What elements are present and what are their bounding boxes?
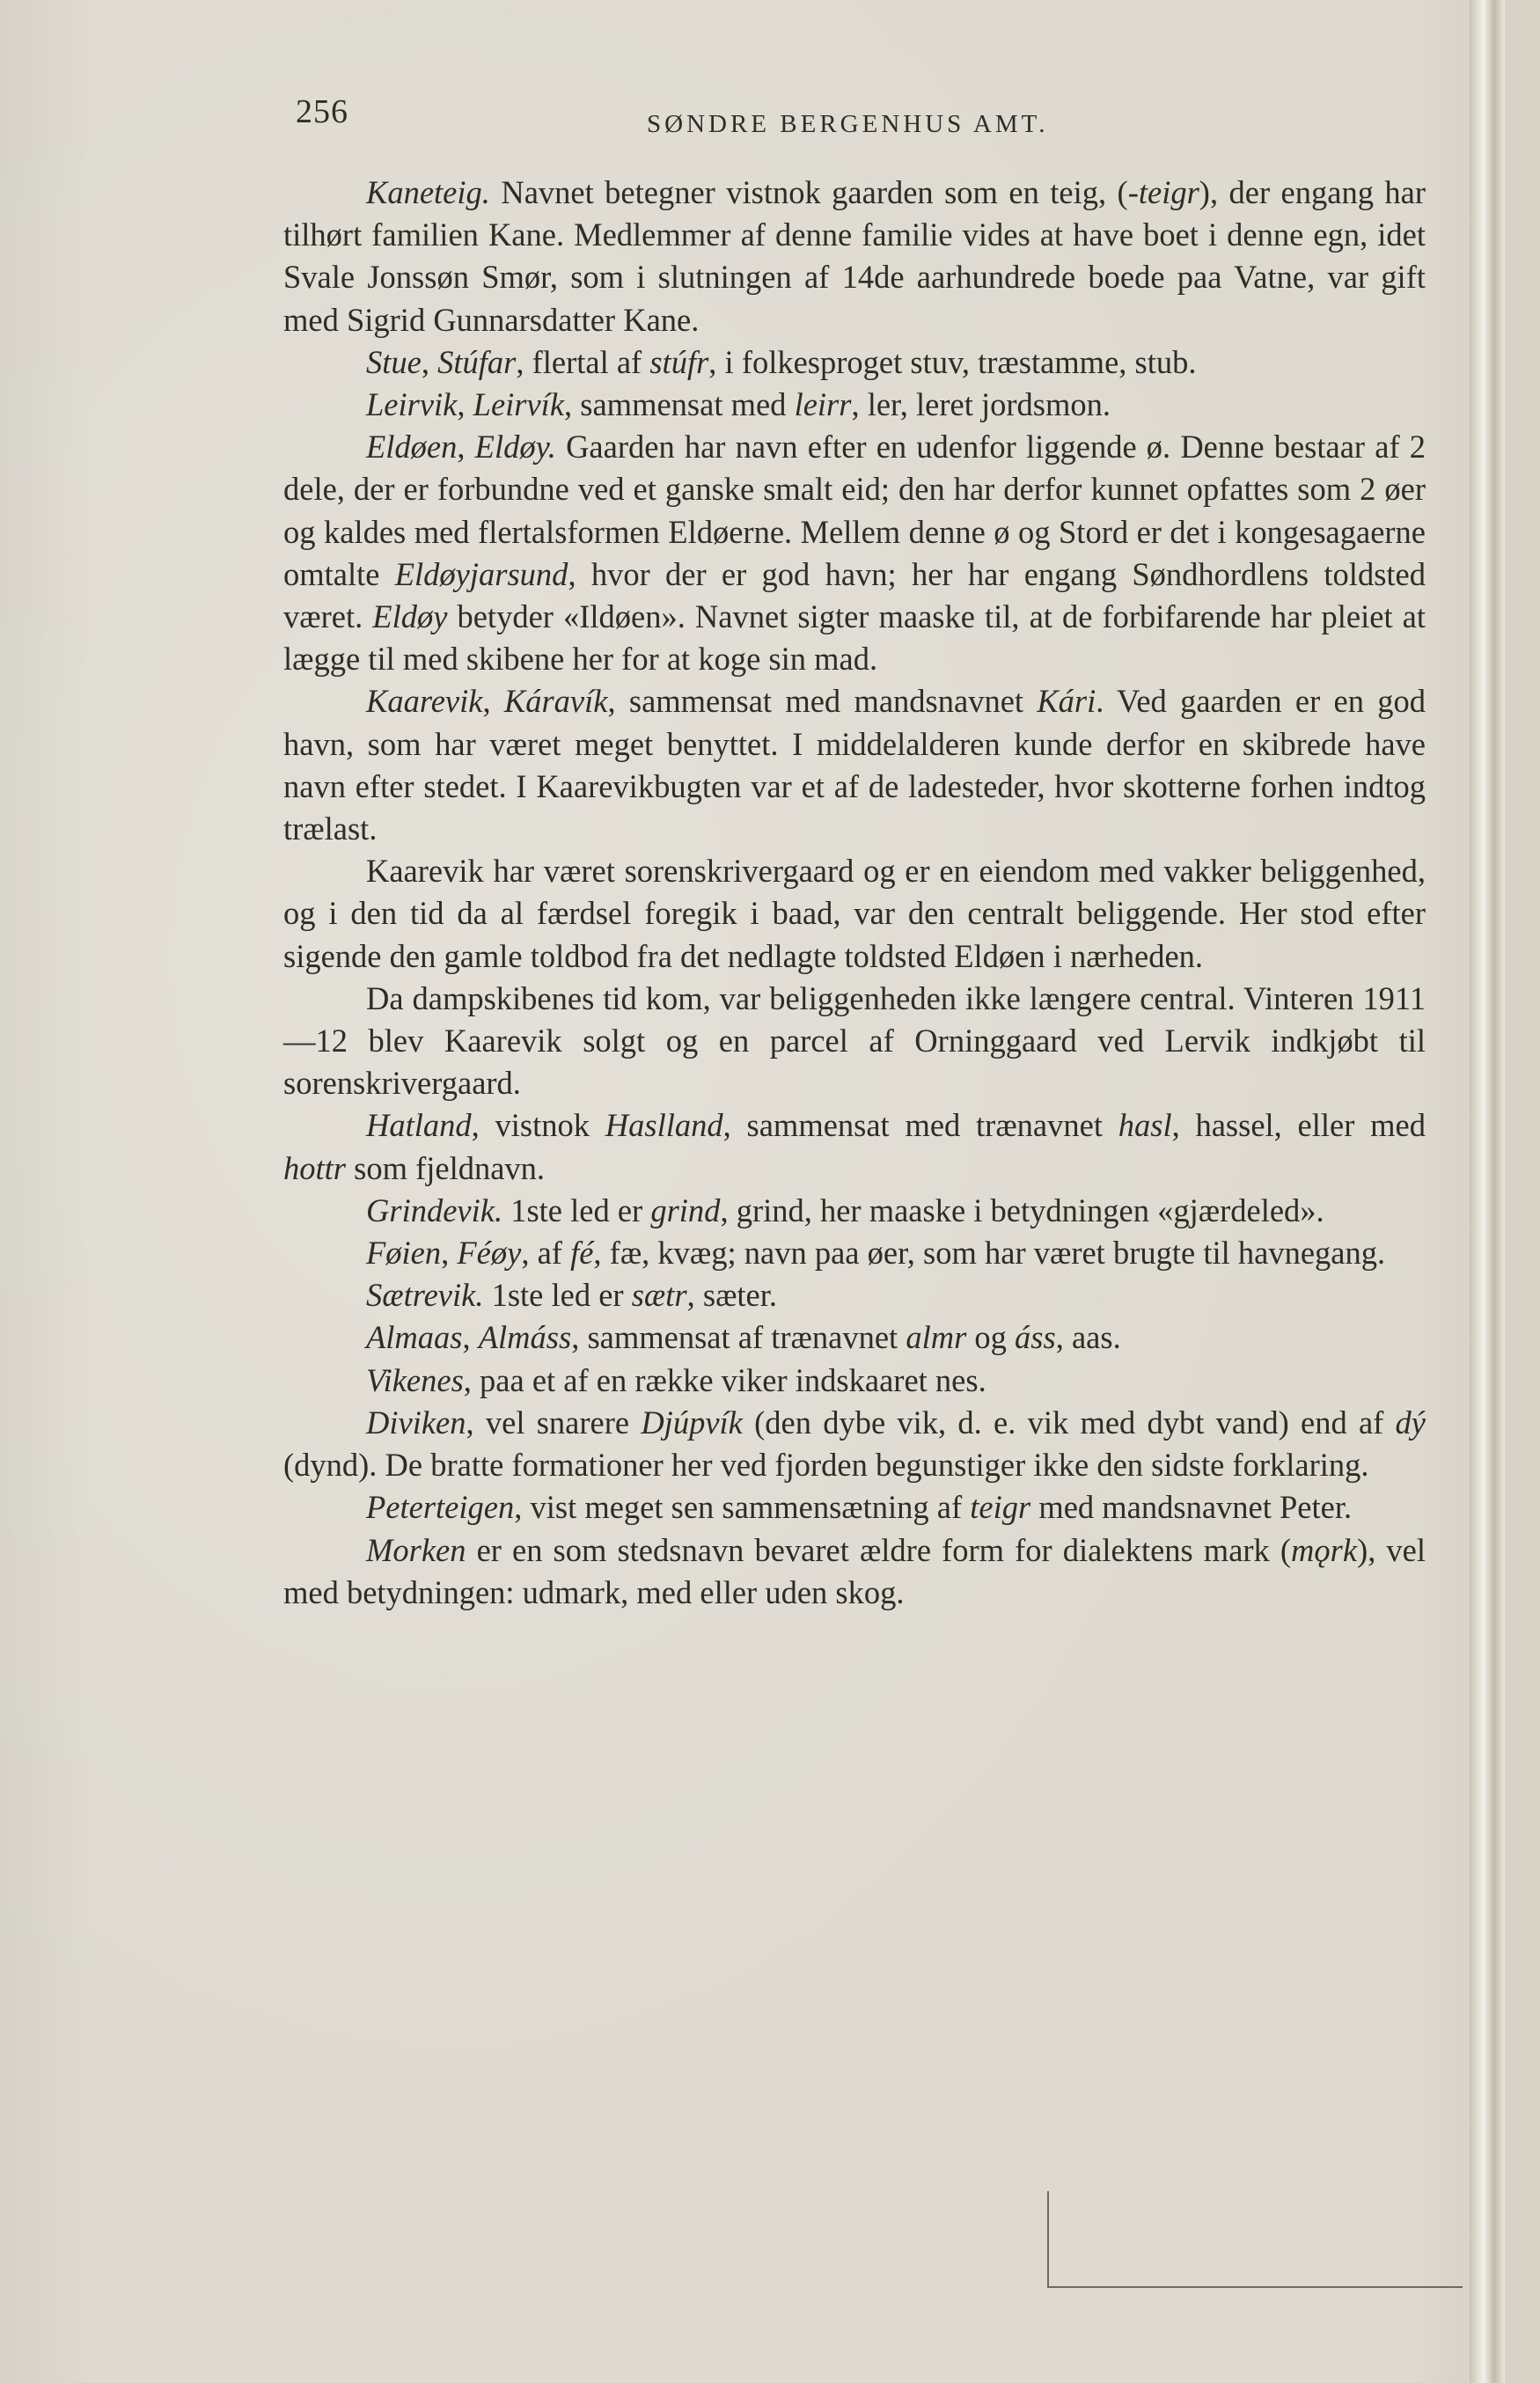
entry-name: Diviken bbox=[366, 1404, 466, 1441]
entry-name: Hatland bbox=[366, 1107, 472, 1144]
entry-name: Stue bbox=[366, 343, 422, 380]
paragraph-foien: Føien, Féøy, af fé, fæ, kvæg; navn paa øer, som har været brugte til havnegang. bbox=[366, 1235, 1386, 1272]
page-number: 256 bbox=[296, 93, 348, 130]
entry-name: Grindevik. bbox=[366, 1192, 503, 1228]
paragraph-almaas: Almaas, Almáss, sammensat af trænavnet almr og áss, aas. bbox=[366, 1319, 1121, 1356]
page-header bbox=[282, 92, 1452, 136]
running-title: SØNDRE BERGENHUS AMT. bbox=[647, 110, 1049, 138]
paragraph-grindevik: Grindevik. 1ste led er grind, grind, her maaske i betydningen «gjærdeled». bbox=[366, 1192, 1324, 1228]
entry-name: Kaarevik bbox=[366, 683, 483, 720]
paragraph-saetrevik: Sætrevik. 1ste led er sætr, sæter. bbox=[366, 1277, 778, 1314]
page-edge bbox=[1470, 0, 1505, 2383]
entry-name: Leirvik bbox=[366, 386, 458, 423]
corner-frame-mark bbox=[1047, 2191, 1463, 2288]
paragraph-diviken: Diviken, vel snarere Djúpvík (den dybe vik, d. e. vik med dybt vand) end af dý (dynd). De bratte formationer her ved fjorden begunstiger ikke den sidste forklaring. bbox=[283, 1404, 1426, 1484]
entry-name: Kaneteig. bbox=[366, 174, 490, 210]
paragraph-vikenes: Vikenes, paa et af en række viker indskaaret nes. bbox=[366, 1361, 986, 1398]
entry-name: Eldøen bbox=[366, 429, 458, 466]
paragraph-kaneteig: Kaneteig. Navnet betegner vistnok gaarden som en teig, (-teigr), der engang har tilhørt familien Kane. Medlemmer af denne familie vides at have boet i denne egn, idet Svale Jonssøn Smør, som i slutningen af 14de aarhundrede boede paa Vatne, var gift med Sigrid Gunnarsdatter Kane. bbox=[283, 174, 1426, 338]
paragraph-hatland: Hatland, vistnok Haslland, sammensat med trænavnet hasl, hassel, eller med hottr som fjeldnavn. bbox=[283, 1107, 1426, 1186]
paragraph-leirvik: Leirvik, Leirvík, sammensat med leirr, ler, leret jordsmon. bbox=[366, 386, 1111, 423]
entry-name: Vikenes bbox=[366, 1361, 464, 1398]
paragraph-kaarevik: Kaarevik, Káravík, sammensat med mandsnavnet Kári. Ved gaarden er en god havn, som har været meget benyttet. I middelalderen kunde derfor en skibrede have navn efter stedet. I Kaarevikbugten var et af de ladesteder, hvor skotterne forhen indtog trælast. bbox=[283, 683, 1426, 847]
paragraph-stue: Stue, Stúfar, flertal af stúfr, i folkesproget stuv, træstamme, stub. bbox=[366, 343, 1197, 380]
document-body bbox=[283, 172, 1426, 1614]
paragraph-peterteigen: Peterteigen, vist meget sen sammensætning af teigr med mandsnavnet Peter. bbox=[366, 1489, 1353, 1526]
paragraph-kaarevik-sorenskriver: Kaarevik har været sorenskrivergaard og er en eiendom med vakker beliggenhed, og i den tid da al færdsel foregik i baad, var den centralt beliggende. Her stod efter sigende den gamle toldbod fra det nedlagte toldsted Eldøen i nærheden. bbox=[283, 853, 1426, 974]
paragraph-morken: Morken er en som stedsnavn bevaret ældre form for dialektens mark (mǫrk), vel med betydningen: udmark, med eller uden skog. bbox=[283, 1531, 1426, 1610]
paragraph-eldoen: Eldøen, Eldøy. Gaarden har navn efter en udenfor liggende ø. Denne bestaar af 2 dele, der er forbundne ved et ganske smalt eid; den har derfor kunnet opfattes som 2 øer og kaldes med flertalsformen Eldøerne. Mellem denne ø og Stord er det i kongesagaerne omtalte Eldøyjarsund, hvor der er god havn; her har engang Søndhordlens toldsted været. Eldøy betyder «Ildøen». Navnet sigter maaske til, at de forbifarende har pleiet at lægge til med skibene her for at koge sin mad. bbox=[283, 429, 1426, 678]
entry-name: Almaas bbox=[366, 1319, 463, 1356]
entry-name: Sætrevik. bbox=[366, 1277, 484, 1314]
entry-name: Føien bbox=[366, 1235, 442, 1272]
entry-name: Morken bbox=[366, 1531, 466, 1568]
paragraph-dampskibe: Da dampskibenes tid kom, var beliggenheden ikke længere central. Vinteren 1911—12 blev Kaarevik solgt og en parcel af Orninggaard ved Lervik indkjøbt til sorenskrivergaard. bbox=[283, 979, 1426, 1102]
entry-name: Peterteigen bbox=[366, 1489, 515, 1526]
